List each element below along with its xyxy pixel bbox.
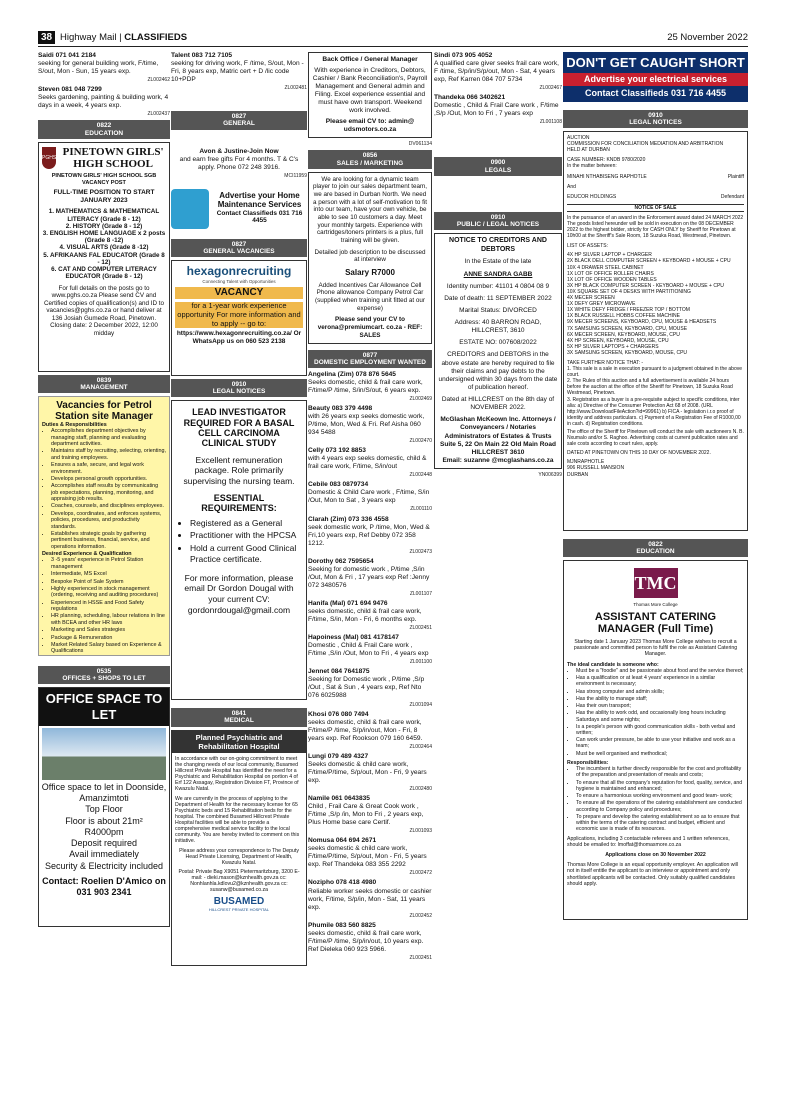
school-subject: 5. AFRIKAANS FAL EDUCATOR (Grade 8 - 12) <box>43 251 165 266</box>
ideal-item: • Can work under pressure, be able to use your initiative and work as a team; <box>576 737 744 749</box>
duty-item: • Develops, coordinates, and enforces systems, policies, procedures, and productivity standards. <box>51 511 166 530</box>
domestic-ad: Dorothy 062 7595654 Seeking for domestic work , P/time ,S/in /Out, Mon & Fri , 17 years exp Ref :Jenny 072 3480576 ZL001107 <box>308 557 432 597</box>
domestic-ad: Clarah (Zim) 073 336 4558 seek domestic work, P /time, Mon, Wed & Fri,10 years exp, Ref Debby 072 358 1212. ZL002473 <box>308 515 432 555</box>
ideal-item: • Is a people's person with good communication skills - both verbal and written; <box>576 724 744 736</box>
office-ad <box>38 687 170 927</box>
classified-ad: Steven 081 048 7299 Seeks gardening, painting & building work, 4 days in a week, 4 years exp. ZL002437 <box>38 86 170 118</box>
creditors-notice: NOTICE TO CREDITORS AND DEBTORS In the Estate of the late ANNE SANDRA GABB Identity number: 41101 4 0804 08 9 Date of death: 11 SEPTEMBER 2022 Marital Status: DIVORCED Address: 40 BARRON ROAD, HILLCREST, 3610 ESTATE NO: 007608/2022 CREDITORS and DEBTORS in the above estate are hereby required to file their claims and pay debts to the undersigned within 30 days from the date of publication hereof. Dated at HILLCREST on the 8th day of NOVEMBER 2022. McGlashan McKeown Inc. Attorneys / Conveyancers / Notaries Administrators of Estates & Trusts Suite 5, 22 On Main 22 Old Main Road HILLCREST 3610 Email: suzanne @mcglashans.co.za <box>434 233 562 469</box>
office-line: Floor is about 21m² <box>65 815 143 826</box>
offices-header: 0535 OFFICES + SHOPS TO LET <box>38 666 170 684</box>
domestic-ad: Jennet 084 7641875 Seeking for Domestic work , P/time ,S/p /Out , Sat & Sun , 4 years exp, Ref Nto 076 6025988 ZL001094 <box>308 668 432 708</box>
office-title: OFFICE SPACE TO LET <box>39 688 169 726</box>
domestic-ad: Hapoiness (Mal) 081 4178147 Domestic , Child & Frail Care work , F/time ,S/in /Out, Mon to Fri , 4 years exp ZL001100 <box>308 634 432 666</box>
responsibility-item: • The incumbent is further directly responsible for the cost and profitability of the preparation and presentation of meals and costs; <box>576 766 744 778</box>
electrical-banner: DON'T GET CAUGHT SHORT Advertise your electrical services Contact Classifieds 031 716 4455 <box>563 52 748 102</box>
office-line: Amanzimtoti <box>79 793 129 804</box>
page-header <box>38 31 748 47</box>
office-line: Avail immediately <box>69 849 139 860</box>
notice-item: 3. Registration as a buyer is a pre-requisite subject to specific conditions, inter alia: a) Directive of the Consumer Protection Act 68 of 2008. (URL http://www.DownloadFileAction?id=99961) b) FICA - legislation i.r.o proof of identity and address particulars. c) Payment of a Registration Fee of R1000,00 in cash. d) Registration conditions. <box>567 396 741 427</box>
classified-ad: Saidi 071 041 2184 seeking for general building work, F/time, S/out, Mon - Sun, 15 years exp. ZL002462 <box>38 52 170 84</box>
asset-item: 4X MECER SCREEN <box>567 295 615 302</box>
duty-item: • Establishes strategic goals by gathering pertinent business, financial, service, and operations information. <box>51 531 166 550</box>
column-5 <box>563 52 748 923</box>
medical-header: 0841 MEDICAL <box>171 708 307 726</box>
back-office-ad: Back Office / General Manager With experience in Creditors, Debtors, Cashier / Bank Reconciliation's, Payroll Management and General admin and Filing. Excel experience essential and must have own transport. Weekend work involved. Please email CV to: admin@ udsmotors.co.za <box>308 52 432 138</box>
asset-item: 3X HP BLACK COMPUTER SCREEN - KEYBOARD + MOUSE + CPU <box>567 282 724 289</box>
domestic-ad: Celly 073 192 8853 with 4 years exp seeks domestic, child & frail care work, F/time, S/in/out ZL002448 <box>308 447 432 479</box>
petrol-exp-title: Desired Experience & Qualification <box>42 551 132 558</box>
experience-item: • Intermediate, MS Excel <box>51 571 166 577</box>
school-name: PINETOWN GIRLS' HIGH SCHOOL <box>62 145 164 170</box>
asset-item: 1X WHITE DEFY FRIDGE / FREEZER TOP / BOTTOM <box>567 307 690 314</box>
tmc-logo-icon: TMC <box>634 568 678 598</box>
asset-item: 4X HP SILVER LAPTOP + CHARGER <box>567 252 652 259</box>
responsibility-item: • To ensure that all the company's reputation for food, quality, service, and hygiene is maintained and enhanced; <box>576 780 744 792</box>
school-subject: 3. ENGLISH HOME LANGUAGE x 2 posts (Grade 8 -12) <box>42 230 166 245</box>
busamed-logo: BUSAMED HILLCREST PRIVATE HOSPITAL <box>208 896 270 913</box>
ideal-item: • Has strong computer and admin skills; <box>576 689 744 695</box>
general-vacancies-header: 0827 GENERAL VACANCIES <box>171 239 307 257</box>
office-line: Deposit required <box>70 838 138 849</box>
office-line: Security & Electricity included <box>44 860 164 871</box>
duty-item: • Maintains staff by recruiting, selecting, orienting, and training employees. <box>51 448 166 461</box>
office-line: R4000pm <box>84 826 124 837</box>
notice-item: 1. This sale is a sale in execution pursuant to a judgment obtained in the above court. <box>567 366 743 379</box>
sales-ad: We are looking for a dynamic team player to join our sales department team, we are based in Durban North. We need a person with a lot of self-motivation to fit into our team, have your own vehicle, be able to see 10 customers a day. Meet your monthly targets. Experience with cartridges/toners printers is a plus, full training will be given. Detailed job description to be discussed at interview Salary R7000 Added Incentives Car Allowance Cell Phone allowance Company Petrol Car (supplied when training unit fitted at our expense) Please send your CV to verona@premiumcart. co.za - REF: SALES <box>308 172 432 344</box>
school-post: FULL-TIME POSITION TO START JANUARY 2023 <box>53 189 155 205</box>
hexagon-ad: hexagonrecruiting Connecting Talent with Opportunities VACANCY for a 1-year work experience opportunity For more information and to apply -- go to: https://www.hexagonrecruiting.co.za/ Or WhatsApp us on 060 523 2138 <box>171 260 307 376</box>
responsibility-item: • To ensure a harmonious working environment and good team- work; <box>576 793 744 799</box>
petrol-title: Vacancies for Petrol Station site Manager <box>55 399 153 422</box>
legals-header: 0900 LEGALS <box>434 157 562 175</box>
experience-item: • HR planning, scheduling, labour relations in line with BCEA and other HR laws <box>51 613 166 626</box>
asset-item: 4X HP SCREEN, KEYBOARD, MOUSE, CPU <box>567 337 669 344</box>
domestic-ad: Nomusa 064 694 2671 seeks domestic & child care work, F/time/P/time, S/p/out, Mon - Fri, 5 years exp. Ref Thandeka 083 355 2292 ZL002472 <box>308 837 432 877</box>
requirement-item: • Hold a current Good Clinical Practice certificate. <box>190 543 300 565</box>
public-notices-header: 0910 PUBLIC / LEGAL NOTICES <box>434 212 562 230</box>
domestic-header: 0877 DOMESTIC EMPLOYMENT WANTED <box>308 350 432 368</box>
experience-item: • Package & Remuneration <box>51 635 166 641</box>
column-3: Back Office / General Manager With experience in Creditors, Debtors, Cashier / Bank Reconciliation's, Payroll Management and General admin and Filing. Excel experience essential and must have own transport. Weekend work involved. Please email CV to: admin@ udsmotors.co.za DV061134 0856 SALES / MARKETING We are looking for a dynamic team player to join our sales department team, we are based in Durban North. We need a person with a lot of self-motivation to fit into our team, have your own vehicle, be able to see 10 customers a day. Meet your monthly targets. Experience with cartridges/toners printers is a plus, full training will be given. Detailed job description to be discussed at interview Salary R7000 Added Incentives Car Allowance Cell Phone allowance Company Petrol Car (supplied when training unit fitted at our expense) Please send your CV to verona@premiumcart. co.za - REF: SALES 0877 DOMESTIC EMPLOYMENT WANTED Angelina (Zim) 078 876 5645 Seeks domestic, child & frail care work, F/time/P /time, S/in/S/out, 6 years exp. ZL002469 Beauty 083 379 4498 with 26 years exp seeks domestic work, P/time, Mon, Wed & Fri. Ref Aisha 060 934 5488 ZL002470 Celly 073 192 8853 with 4 years exp seeks domestic, child & frail care work, F/time, S/in/out ZL002448 Cebile 083 0879734 Domestic & Child Care work , F/time, S/in /Out, Mon to Sat , 3 years exp ZL001110 Clarah (Zim) 073 336 4558 seek domestic work, P /time, Mon, Wed & Fri,10 years exp, Ref Debby 072 358 1212. ZL002473 Dorothy 062 7595654 Seeking for domestic work , P/time ,S/in /Out, Mon & Fri , 17 years exp Ref :Jenny 072 3480576 ZL001107 Hanifa (Mal) 071 694 9476 seeks domestic, child & frail care work, F/time, S/in, Mon - Fri, 6 months exp. ZL002451 Hapoiness (Mal) 081 4178147 Domestic , Child & Frail Care work , F/time ,S/in /Out, Mon to Fri , 4 years exp ZL001100 Jennet 084 7641875 Seeking for Domestic work , P/time ,S/p /Out , Sat & Sun , 4 years exp, Ref Nto 076 6025988 ZL001094 Khosi 076 080 7494 seeks domestic, child & frail care work, F/time/P /time, S/p/in/out, Mon - Fri, 8 years exp. Ref Rookson 079 160 6459. ZL002464 Lungi 079 489 4327 Seeks domestic & child care work, F/time/P/time, S/p/out, Mon - Fri, 9 years exp. ZL002480 Namile 061 0643835 Child , Frail Care & Great Cook work , F/time ,S/p /in, Mon to Fri , 2 years exp, Plus Home base care Certif. ZL001093 Nomusa 064 694 2671 seeks domestic & child care work, F/time/P/time, S/p/out, Mon - Fri, 5 years exp. Ref Thandeka 083 355 2292 ZL002472 Nozipho 078 418 4980 Reliable worker seeks domestic or cashier work, F/time, S/p/in, Mon - Sat, 11 years exp. ZL002452 Phumile 083 560 8825 seeks domestic, child & frail care work, F/time/P /time, S/p/in/out, 10 years exp. Ref Dieleka 060 923 5966. ZL002451 <box>308 52 432 964</box>
legal-notices-header-5: 0910 LEGAL NOTICES <box>563 110 748 128</box>
requirement-item: • Practitioner with the HPCSA <box>190 530 300 541</box>
domestic-ad: Nozipho 078 418 4980 Reliable worker seeks domestic or cashier work, F/time, S/p/in, Mon - Sat, 11 years exp. ZL002452 <box>308 879 432 919</box>
duty-item: • Ensures a safe, secure, and legal work environment. <box>51 462 166 475</box>
school-details: For full details on the posts go to www.pghs.co.za Please send CV and Certified copies of qualification(s) and ID to vacancies@pghs.co.za or hand deliver at 136 Josiah Gumede Road, Pinetown. Closing date: 2 December 2022, 12:00 midday <box>43 284 165 337</box>
asset-item: 1X DEFY GREY MICROWAVE <box>567 301 636 308</box>
school-subject: 6. CAT AND COMPUTER LITERACY EDUCATOR (Grade 8 - 12) <box>51 266 157 281</box>
experience-item: • Marketing and Sales strategies <box>51 627 166 633</box>
experience-item: • 3 -5 years' experience in Petrol Station management <box>51 557 166 570</box>
petrol-duties-title: Duties & Responsibilities <box>42 421 107 428</box>
column-1 <box>38 52 170 930</box>
column-2 <box>171 52 307 969</box>
domestic-ad: Cebile 083 0879734 Domestic & Child Care work , F/time, S/in /Out, Mon to Sat , 3 years exp ZL001110 <box>308 481 432 513</box>
psych-hospital-ad: Planned Psychiatric and Rehabilitation Hospital In accordance with our on-going commitment to meet the changing needs of our local community, Busamed Hillcrest Private Hospital has identified the need for a Psychiatric and Rehabilitation Hospital on portion 4 of Erf 122 Assagay, Registration Division FT, Province of Kwazulu Natal. We are currently in the process of applying to the Department of Health for the necessary license for 65 Psychiatric beds and 15 Rehabilitation beds for the hospital. The combined Busamed Hillcrest Private Hospital facilities will be able to provide a comprehensive medical service facility to the local community. You are hereby invited to comment on this initiative. Please address your correspondence to The Deputy Head Private Licensing, Department of Health, Kwazulu Natal. Postal: Private Bag X9051 Pietermaritzburg, 3200 E-mail: - dieki.mason@kznhealth.gov.za cc: Nonhlanhla.kdlovu2@kznhealth.gov.za cc: susanw@busamed.co.za BUSAMED HILLCREST PRIVATE HOSPITAL <box>171 730 307 966</box>
responsibility-item: • To ensure all the operations of the catering establishment are conducted according to Company policy and procedures; <box>576 800 744 812</box>
duty-item: • Accomplishes staff results by communicating job expectations, planning, monitoring, and appraising job results. <box>51 483 166 502</box>
ideal-item: • Must be a "foodie" and be passionate about food and the service thereof; <box>576 668 744 674</box>
office-photo <box>42 728 166 780</box>
domestic-ad: Khosi 076 080 7494 seeks domestic, child & frail care work, F/time/P /time, S/p/in/out, Mon - Fri, 8 years exp. Ref Rookson 079 160 6459. ZL002464 <box>308 710 432 750</box>
management-header: 0839 MANAGEMENT <box>38 375 170 393</box>
asset-item: 6X MECER SCREEN, KEYBOARD, MOUSE, CPU <box>567 331 680 338</box>
asset-item: 1X BLACK RUSSELL HOBBS COFFEE MACHINE <box>567 313 680 320</box>
asset-item: 10X SQUARE SET OF 4 DESKS WITH PARTITIONING <box>567 288 691 295</box>
classified-ad: Sindi 073 905 4052 A qualified care giver seeks frail care work, F /time, S/p/in/S/p/out, Mon - Sat, 4 years exp, Ref Karren 084 707 5734 ZL002467 <box>434 52 562 92</box>
sales-header: 0856 SALES / MARKETING <box>308 150 432 168</box>
responsibility-item: • To prepare and develop the catering establishment so as to ensure that within the terms of the catering contract and budget, efficient and economic use is made of its resources. <box>576 814 744 833</box>
office-line: Office space to let in Doonside, <box>41 781 167 792</box>
auction-notice: AUCTION COMMISSION FOR CONCILIATION MEDIATION AND ARBITRATION HELD AT DURBAN CASE NUMBER: KNDB 9780/2020 In the matter between: MINAHI NTHABISENG RAPHOTLE Plaintiff And EDUCOR HOLDINGS Defendant NOTICE OF SALE In the pursuance of an award in the Enforcement award dated 24 MARCH 2022 The goods listed hereunder will be sold in execution on the 08 DECEMBER 2022 to the highest bidder, strictly for CASH ONLY by Sheriff for Pinetown at 10h00 at the Sheriff's Sale Room, 18 Suzuka Road, Westmead, Pinetown. LIST OF ASSETS: 4X HP SILVER LAPTOP + CHARGER 2X BLACK DELL COMPUTER SCREEN + KEYBOARD + MOUSE + CPU 10X 4 DRAWER STEEL CABINET 1X LOT OF OFFICE ROLLER CHAIRS 1X LOT OF OFFICE WOODEN TABLES 3X HP BLACK COMPUTER SCREEN - KEYBOARD + MOUSE + CPU 10X SQUARE SET OF 4 DESKS WITH PARTITIONING 4X MECER SCREEN 1X DEFY GREY MICROWAVE 1X WHITE DEFY FRIDGE / FREEZER TOP / BOTTOM 1X BLACK RUSSELL HOBBS COFFEE MACHINE 9X MECER SCREENS, KEYBOARD, CPU, MOUSE & HEADSETS 7X SAMSUNG SCREEN, KEYBOARD, CPU, MOUSE 6X MECER SCREEN, KEYBOARD, MOUSE, CPU 4X HP SCREEN, KEYBOARD, MOUSE, CPU 5X HP SILVER LAPTOPS + CHARGERS 3X SAMSUNG SCREEN, KEYBOARD, MOUSE, CPU TAKE FURTHER NOTICE THAT: - 1. This sale is a sale in execution pursuant to a judgment obtained in the above court. 2. The Rules of this auction and a full advertisement is available 24 hours before the auction at the office of the Sheriff for Pinetown, 18 Suzuka Road Westmead, Pinetown. 3. Registration as a buyer is a pre-requisite subject to specific conditions, inter alia: a) Directive of the Consumer Protection Act 68 of 2008. (URL http://www.DownloadFileAction?id=99961) b) FICA - legislation i.r.o proof of identity and address particulars. c) Payment of a Registration Fee of R1000,00 in cash. d) Registration conditions. The office of the Sheriff for Pinetown will conduct the sale with auctioneers N. B. Nxumalo and/or S. Raghoo. Advertising costs at current publication rates and sale costs according to court rules, apply. DATED AT PINETOWN ON THIS 10 DAY OF NOVEMBER 2022. MJNRAPHOTLE 906 RUSSELL MANSION DURBAN <box>563 131 748 531</box>
experience-item: • Market Related Salary based on Experience & Qualifications <box>51 642 166 655</box>
publication-title: Highway Mail | CLASSIFIEDS <box>60 32 188 43</box>
ideal-item: • Has a qualification or at least 4 years' experience in a similar environment is necessary; <box>576 675 744 687</box>
office-contact: Contact: Roelien D'Amico on 031 903 2341 <box>42 875 166 897</box>
asset-item: 5X HP SILVER LAPTOPS + CHARGERS <box>567 343 659 350</box>
column-4: Sindi 073 905 4052 A qualified care giver seeks frail care work, F /time, S/p/in/S/p/out, Mon - Sat, 4 years exp, Ref Karren 084 707 5734 ZL002467 Thandeka 066 3402621 Domestic , Child & Frail Care work , F/time ,S/p /Out, Mon to Fri , 7 years exp ZL001108 0900 LEGALS 0910 PUBLIC / LEGAL NOTICES NOTICE TO CREDITORS AND DEBTORS In the Estate of the late ANNE SANDRA GABB Identity number: 41101 4 0804 08 9 Date of death: 11 SEPTEMBER 2022 Marital Status: DIVORCED Address: 40 BARRON ROAD, HILLCREST, 3610 ESTATE NO: 007608/2022 CREDITORS and DEBTORS in the above estate are hereby required to file their claims and pay debts to the undersigned within 30 days from the date of publication hereof. Dated at HILLCREST on the 8th day of NOVEMBER 2022. McGlashan McKeown Inc. Attorneys / Conveyancers / Notaries Administrators of Estates & Trusts Suite 5, 22 On Main 22 Old Main Road HILLCREST 3610 Email: suzanne @mcglashans.co.za YN006399 <box>434 52 562 479</box>
school-sub: PINETOWN GIRLS' HIGH SCHOOL SGB VACANCY POST <box>51 172 157 186</box>
requirement-item: • Registered as a General <box>190 518 300 529</box>
asset-item: 7X SAMSUNG SCREEN, KEYBOARD, CPU, MOUSE <box>567 325 688 332</box>
ideal-item: • Has the ability to manage staff; <box>576 696 744 702</box>
general-header: 0827 GENERAL <box>171 111 307 129</box>
notice-item: 2. The Rules of this auction and a full advertisement is available 24 hours before the auction at the office of the Sheriff for Pinetown, 18 Suzuka Road Westmead, Pinetown. <box>567 378 733 397</box>
talent-ad: Talent 083 712 7105 seeking for driving work, F /time, S/out, Mon - Fri, 8 years exp, Matric cert + D /lic code 10+PDP ZL002481 <box>171 52 307 92</box>
issue-date: 25 November 2022 <box>667 32 748 43</box>
school-subject: 4. VISUAL ARTS (Grade 8 -12) <box>59 244 149 252</box>
paint-roller-icon <box>171 189 209 229</box>
domestic-ad: Beauty 083 379 4498 with 26 years exp seeks domestic work, P/time, Mon, Wed & Fri. Ref Aisha 060 934 5488 ZL002470 <box>308 404 432 445</box>
duty-item: • Coaches, counsels, and disciplines employees. <box>51 503 166 509</box>
domestic-ad: Hanifa (Mal) 071 694 9476 seeks domestic, child & frail care work, F/time, S/in, Mon - Fri, 6 months exp. ZL002451 <box>308 600 432 632</box>
lead-investigator-ad: LEAD INVESTIGATOR REQUIRED FOR A BASAL CELL CARCINOMA CLINICAL STUDY Excellent remuneration package. Role primarily supervising the nursing team. ESSENTIAL REQUIREMENTS: • Registered as a General • Practitioner with the HPCSA • Hold a current Good Clinical Practice certificate. For more information, please email Dr Gordon Dougal with your current CV: gordonrdougal@gmail.com <box>171 400 307 700</box>
education-header: 0822 EDUCATION <box>38 120 170 138</box>
duty-item: • Develops personal growth opportunities. <box>51 476 166 482</box>
asset-item: 2X BLACK DELL COMPUTER SCREEN + KEYBOARD + MOUSE + CPU <box>567 258 731 265</box>
school-subject: 1. MATHEMATICS & MATHEMATICAL LITERACY (Grade 8 - 12) <box>48 208 160 223</box>
duty-item: • Accomplishes department objectives by managing staff, planning and evaluating department activities. <box>51 428 166 447</box>
school-subject: 2. HISTORY (Grade 8 - 12) <box>65 222 143 230</box>
ideal-item: • Must be well organised and methodical; <box>576 751 744 757</box>
maintenance-ad: Advertise your Home Maintenance Services Contact Classifieds 031 716 4455 <box>171 185 307 233</box>
asset-item: 1X LOT OF OFFICE ROLLER CHAIRS <box>567 270 654 277</box>
pghs-ad <box>38 142 170 372</box>
domestic-ad: Lungi 079 489 4327 Seeks domestic & child care work, F/time/P/time, S/p/out, Mon - Fri, 9 years exp. ZL002480 <box>308 752 432 792</box>
ideal-item: • Has the ability to work odd, and occasionally long hours including Saturdays and some nights; <box>576 710 744 722</box>
experience-item: • Bespoke Point of Sale System <box>51 579 166 585</box>
domestic-ad: Phumile 083 560 8825 seeks domestic, child & frail care work, F/time/P /time, S/p/in/out, 10 years exp. Ref Dieleka 060 923 5966. ZL002451 <box>308 921 432 961</box>
asset-item: 9X MECER SCREENS, KEYBOARD, CPU, MOUSE & HEADSETS <box>567 319 717 326</box>
office-line: Top Floor <box>85 804 123 815</box>
tmc-ad: TMC Thomas More College ASSISTANT CATERING MANAGER (Full Time) Starting date 1 January 2023 Thomas More College wishes to recruit a passionate and committed person to fulfil the role as Assistant Catering Manager. The ideal candidate is someone who: • Must be a "foodie" and be passionate about food and the service thereof; • Has a qualification or at least 4 years' experience in a similar environment is necessary; • Has strong computer and admin skills; • Has the ability to manage staff; • Has their own transport; • Has the ability to work odd, and occasionally long hours including Saturdays and some nights; • Is a people's person with good communication skills - both verbal and written; • Can work under pressure, be able to use your initiative and work as a team; • Must be well organised and methodical; Responsibilities: • The incumbent is further directly responsible for the cost and profitability of the preparation and presentation of meals and costs; • To ensure that all the company's reputation for food, quality, service, and hygiene is maintained and enhanced; • To ensure a harmonious working environment and good team- work; • To ensure all the operations of the catering establishment are conducted according to Company policy and procedures; • To prepare and develop the catering establishment so as to ensure that within the terms of the catering contract and budget, efficient and economic use is made of its resources. Applications, including 3 contactable referees and 1 written references, should be emailed to: lmoffat@thomasmore.co.za Applications close on 30 November 2022 Thomas More College is an equal opportunity employer. An application will not in itself entitle the applicant to an interview or appointment and only shortlisted applicants will be contacted. Only suitably qualified candidates should apply. <box>563 560 748 920</box>
asset-item: 3X SAMSUNG SCREEN, KEYBOARD, MOUSE, CPU <box>567 349 688 356</box>
avon-ad: Avon & Justine-Join Now and earn free gifts For 4 months. T & C's apply. Phone 072 248 3916. MCI11959 <box>179 147 307 179</box>
school-crest-icon: PGHS <box>42 147 56 169</box>
asset-item: 10X 4 DRAWER STEEL CABINET <box>567 264 644 271</box>
experience-item: • Highly experienced in stock management (ordering, receiving and auditing procedures) <box>51 586 166 599</box>
asset-item: 1X LOT OF OFFICE WOODEN TABLES <box>567 276 657 283</box>
page-number: 38 <box>38 31 55 44</box>
domestic-ad: Namile 061 0643835 Child , Frail Care & Great Cook work , F/time ,S/p /in, Mon to Fri , 2 years exp, Plus Home base care Certif. ZL001093 <box>308 795 432 835</box>
ideal-item: • Has their own transport; <box>576 703 744 709</box>
petrol-ad <box>38 396 170 656</box>
legal-notices-header: 0910 LEGAL NOTICES <box>171 379 307 397</box>
experience-item: • Experienced in HSSE and Food Safety regulations <box>51 600 166 613</box>
classified-ad: Thandeka 066 3402621 Domestic , Child & Frail Care work , F/time ,S/p /Out, Mon to Fri , 7 years exp ZL001108 <box>434 94 562 126</box>
domestic-ad: Angelina (Zim) 078 876 5645 Seeks domestic, child & frail care work, F/time/P /time, S/in/S/out, 6 years exp. ZL002469 <box>308 370 432 402</box>
education-header-5: 0822 EDUCATION <box>563 539 748 557</box>
